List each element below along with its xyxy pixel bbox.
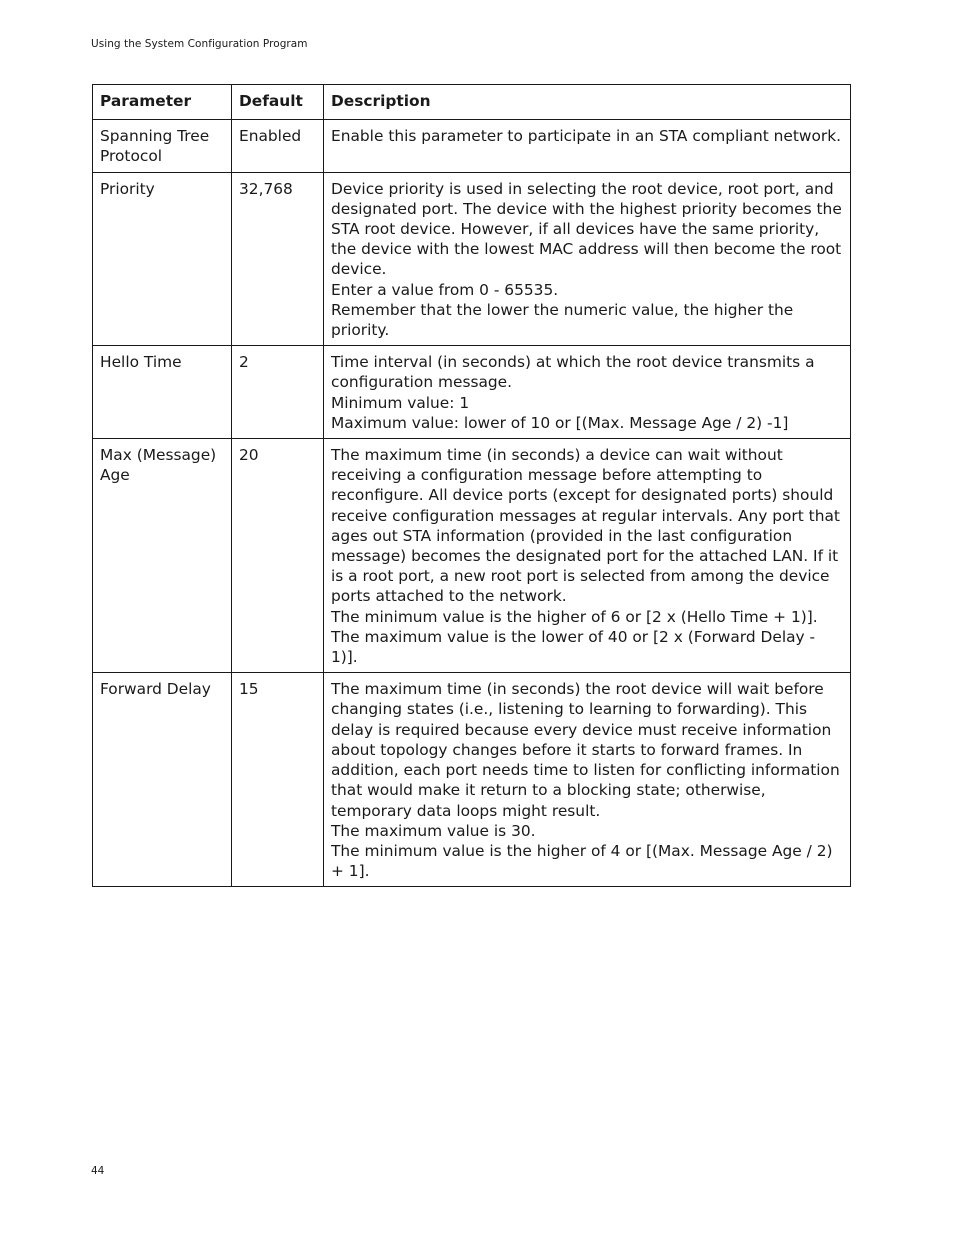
description-line: Device priority is used in selecting the root device, root port, and designated port. The device with the highest priority becomes the STA root device. However, if all devices have the same priority, the device with the lowest MAC address will then become the root device.: [331, 179, 842, 279]
parameter-cell: Forward Delay: [93, 673, 232, 887]
table-row: [93, 120, 851, 172]
column-header-parameter: Parameter: [93, 85, 232, 120]
description-cell: [324, 439, 851, 673]
table-row: [93, 439, 851, 673]
parameter-cell: Hello Time: [93, 346, 232, 439]
table-row: [93, 673, 851, 887]
default-cell: 20: [232, 439, 324, 673]
default-cell: 32,768: [232, 172, 324, 346]
running-header: Using the System Configuration Program: [91, 38, 308, 50]
table-header-row: [93, 85, 851, 120]
description-line: Enter a value from 0 - 65535.: [331, 280, 559, 299]
default-cell: 2: [232, 346, 324, 439]
default-cell: Enabled: [232, 120, 324, 172]
description-line: The maximum time (in seconds) the root device will wait before changing states (i.e., listening to learning to forwarding). This delay is required because every device must receive information about topology changes before it starts to forward frames. In addition, each port needs time to listen for conflicting information that would make it return to a blocking state; otherwise, temporary data loops might result.: [331, 680, 840, 820]
table-row: [93, 346, 851, 439]
parameter-cell: Max (Message) Age: [93, 439, 232, 673]
table-row: [93, 172, 851, 346]
page-number: 44: [91, 1165, 105, 1177]
description-line: The maximum value is 30.: [331, 821, 536, 840]
parameter-table: [92, 84, 851, 887]
description-line: The minimum value is the higher of 6 or [2 x (Hello Time + 1)].: [331, 607, 818, 626]
column-header-default: Default: [232, 85, 324, 120]
description-cell: [324, 346, 851, 439]
description-cell: [324, 120, 851, 172]
description-line: The maximum time (in seconds) a device can wait without receiving a configuration message before attempting to reconfigure. All device ports (except for designated ports) should receive configuration messages at regular intervals. Any port that ages out STA information (provided in the last configuration message) becomes the designated port for the attached LAN. If it is a root port, a new root port is selected from among the device ports attached to the network.: [331, 446, 840, 606]
column-header-description: Description: [324, 85, 851, 120]
parameter-cell: Priority: [93, 172, 232, 346]
description-line: The maximum value is the lower of 40 or [2 x (Forward Delay - 1)].: [331, 627, 816, 667]
description-cell: [324, 673, 851, 887]
description-cell: [324, 172, 851, 346]
parameter-cell: Spanning Tree Protocol: [93, 120, 232, 172]
description-line: Maximum value: lower of 10 or [(Max. Message Age / 2) -1]: [331, 413, 789, 432]
description-line: The minimum value is the higher of 4 or [(Max. Message Age / 2) + 1].: [331, 841, 833, 881]
default-cell: 15: [232, 673, 324, 887]
description-line: Time interval (in seconds) at which the root device transmits a configuration message.: [331, 353, 815, 392]
description-line: Enable this parameter to participate in an STA compliant network.: [331, 127, 842, 146]
description-line: Minimum value: 1: [331, 393, 470, 412]
description-line: Remember that the lower the numeric value, the higher the priority.: [331, 300, 794, 340]
